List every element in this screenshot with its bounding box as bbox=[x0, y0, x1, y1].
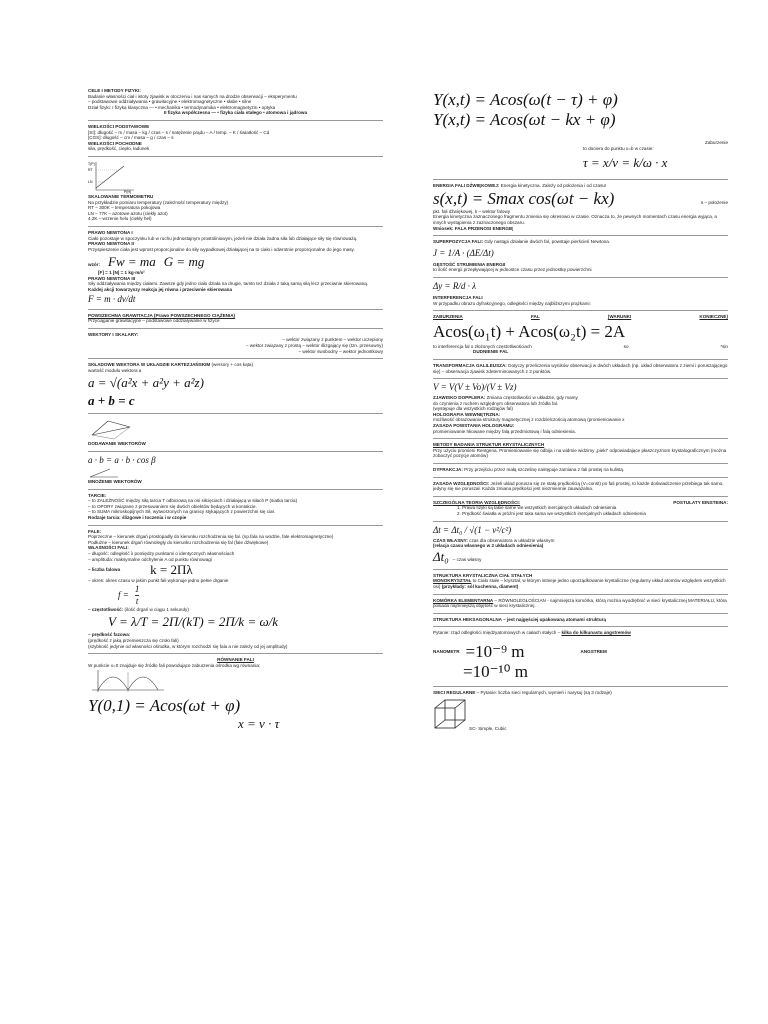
divider bbox=[433, 463, 728, 464]
waves-title: FALE: bbox=[88, 528, 102, 534]
wave-equation-line: W punkcie x=0 znajduje się źródło fali powodujące zaburzenia ośrodka wg równania: bbox=[88, 662, 261, 668]
disturbance-word: ZABURZENIA bbox=[433, 314, 463, 320]
period-line: – okres: okres czasu w jakim punkt fali wykonuje jedno pełne drganie bbox=[88, 578, 229, 584]
newton3-line: Siły oddziaływania między ciałami. Zawsze gdy jedno ciało działa na drugie, tamto też działa z taką samą siłą lecz przeciwnie skierowaną. bbox=[88, 281, 369, 287]
lattice-title: SIECI REGULARNE bbox=[433, 689, 476, 695]
diffraction-title: DYFRAKCJA: bbox=[433, 467, 463, 473]
intro-line: Dział fizyki: I fizyka klasyczna — • mechanika • termodynamika • elektromagnetyzm • optyka bbox=[88, 104, 276, 110]
wave-source-diagram bbox=[88, 668, 168, 694]
intensity-equation: J = 1/A · (ΔE/Δt) bbox=[433, 247, 494, 258]
phase-velocity-line: (szybkość jedynie od własności ośrodka, w którym rozchodzi się fala a nie zależy od jej amplitudy) bbox=[88, 643, 288, 649]
dot-product-equation: a · b = a · b · cos β bbox=[88, 455, 156, 465]
doppler-line: do czynienia z ruchem względnym obserwatora lub źródła fal. bbox=[433, 400, 559, 406]
tau-equation: τ = x/v = k/ω · x bbox=[583, 155, 668, 171]
wave-equation-2: Y(x,t) = Acos(ωt − kx + φ) bbox=[433, 110, 616, 129]
divider bbox=[433, 521, 728, 522]
intro-title: CELE I METODY FIZYKI: bbox=[88, 88, 141, 93]
doppler-title: ZJAWISKO DOPPLERA: bbox=[433, 395, 486, 401]
x-equation: x = v · τ bbox=[238, 716, 280, 732]
wave-equation-title: RÓWNANIE FALI bbox=[217, 657, 254, 663]
lattice-line: – Pytanie: liczba sieci regularnych, wymień i narysuj (są 3 rodzaje) bbox=[476, 689, 612, 695]
units-line: WIELKOŚCI POCHODNE bbox=[88, 140, 142, 146]
doppler-equation: V = V(V ± Vo)/(V ± Vz) bbox=[433, 382, 517, 393]
graph-label: LN bbox=[88, 179, 93, 184]
phase-velocity-title: – prędkość fazowa: bbox=[88, 632, 131, 638]
intro-line: II fizyka współczesna — • fizyka ciała stałego • atomowa i jądrowa bbox=[163, 110, 308, 116]
friction-line: – to SUMA mikroskopijnych Sił, wytworzonych na granicy stykających z powierzchni się ciał. bbox=[88, 509, 275, 515]
angstrom-label: ANGSTREM bbox=[580, 649, 607, 655]
beat-equation: Acos(ω₁t) + Acos(ω₂t) = 2A bbox=[433, 321, 626, 341]
postulate-item: Prędkość światła w próżni jest taka sama we wszystkich inercjalnych układach odniesienia bbox=[462, 511, 646, 516]
amplitude-line: – amplituda: maksymalne odchylenie A od punktu równowagi bbox=[88, 556, 212, 562]
frequency-note: (ilość drgań w ciągu 1 sekundy) bbox=[124, 606, 189, 612]
doppler-line: HOLOGRAFIA WEWNĘTRZNA: bbox=[433, 411, 501, 417]
sound-note: s – położenie bbox=[700, 199, 728, 205]
beat-title: DUDNIENIE FAL bbox=[473, 349, 509, 355]
interference-line: W przypadku obrazu dyfrakcyjnego, odległości między najbliższymi prążkami: bbox=[433, 300, 591, 306]
intensity-title: GĘSTOŚĆ STRUMIENIA ENERGII bbox=[433, 261, 506, 267]
graph-label: RT bbox=[88, 167, 93, 172]
newton1-line: Ciało pozostaje w spoczynku lub w ruchu jednostajnym prostoliniowym, jeżeli nie działa żadna siła lub działające siły się równoważą. bbox=[88, 235, 358, 241]
divider bbox=[88, 309, 383, 310]
units-line: siła, prędkość, ciepło, ładunek bbox=[88, 146, 150, 152]
beat-note: to interferencja fal o złożonych częstotliwościach bbox=[433, 343, 532, 349]
divider bbox=[433, 496, 728, 497]
divider bbox=[88, 120, 383, 121]
newton3-title: PRAWO NEWTONA III bbox=[88, 275, 136, 281]
gravity-equation: G = mg bbox=[163, 254, 205, 270]
wzor-label: wzór: bbox=[88, 262, 100, 268]
superposition-title: SUPERPOZYCJA FALI: bbox=[433, 239, 484, 245]
postulate-item: Prawa fizyki są takie same we wszystkich inercjalnych układach odniesienia bbox=[462, 505, 617, 511]
newton2-title: PRAWO NEWTONA II bbox=[88, 241, 134, 247]
newton3-line: Każdej akcji towarzyszy reakcja jej równa i przeciwnie skierowana bbox=[88, 287, 233, 293]
monocrystal-line: to Ciało stałe – kryształ, w którym istnieje jedno uporządkowanie krystaliczne (regularny układ atomów względem wszystkich osi) bbox=[433, 578, 726, 589]
monocrystal-title: MONOKRYSZTAŁ bbox=[433, 578, 472, 584]
waves-line: WŁASNOŚCI FALI: bbox=[88, 545, 129, 551]
newton1-title: PRAWO NEWTONA I bbox=[88, 229, 133, 235]
sound-line: Energia kinetyczna. Zależy od położenia i od czasu! bbox=[500, 183, 607, 189]
proper-time-title: CZAS WŁASNY: bbox=[433, 537, 468, 543]
monocrystal-examples: (przykłady: sól kuchenna, diament) bbox=[441, 583, 519, 589]
intensity-line: to ilość energii przepływającej w jednostce czasu przez jednostkę powierzchni bbox=[433, 267, 592, 273]
phase-velocity-equation: V = λ/T = 2Π/(kT) = 2Π/k = ω/k bbox=[108, 614, 279, 630]
grav-law-title: POWSZECHNA GRAWITACJA (Prawo POWSZECHNEGO CIĄŻENIA) bbox=[88, 312, 236, 318]
wave-equation-1: Y(x,t) = Acos(ω(t − τ) + φ) bbox=[433, 90, 618, 109]
divider bbox=[88, 489, 383, 490]
dot-product-title: MNOŻENIE WEKTORÓW bbox=[88, 479, 142, 484]
units-line: [SI]: długość – m / masa – kg / czas – s / natężenie prądu – A / temp. – K / światłość – Cd bbox=[88, 129, 270, 135]
doppler-line: (występuje dla wszystkich rodzajów fal) bbox=[433, 406, 513, 412]
relativity-principle-line: Jeżeli układ porusza się ze stałą prędkością (V=const) po fali prostej, to każde doświadczenie przebiega tak samo, jedyny się nie poruszał. Każda zmiana prędkości jest niezmiennie zauważalna. bbox=[433, 480, 724, 492]
friction-line: – to OPORY związane z przesuwaniem się dwóch obiektów będących w kontakcie. bbox=[88, 503, 257, 509]
note-line: Zaburzenie bbox=[705, 140, 728, 145]
galileo-title: TRANSFORMACJA GALILEUSZA: bbox=[433, 362, 507, 368]
friction-line: Rodzaje tarcia: ślizgowe i toczenia i w czopie bbox=[88, 514, 187, 520]
divider bbox=[433, 277, 728, 278]
hexagonal-title: STRUKTURA HEKSAGONALNA – jest najgęściej upakowaną atomami strukturą bbox=[433, 616, 606, 622]
interference-title: INTERFERENCJA FALI bbox=[433, 294, 483, 300]
units-line: [CGS]: długość – cm / masa – g / czas – s bbox=[88, 135, 174, 141]
sound-equation: s(x,t) = Smax cos(ωt − kx) bbox=[433, 188, 615, 208]
frequency-den: t bbox=[135, 595, 139, 606]
sum-equation: a + b = c bbox=[88, 393, 135, 409]
wavenumber-equation: k = 2Πλ bbox=[150, 562, 193, 578]
divider bbox=[433, 613, 728, 614]
divider bbox=[433, 594, 728, 595]
superposition-line: Gdy nastąpi działanie dwóch fal, powstaje pierścień Newtona. bbox=[484, 239, 611, 245]
divider bbox=[88, 226, 383, 227]
waves-line: Poprzeczne – kierunek drgań prostopadły do kierunku rozchodzenia się fal. (np.fala na wodzie, fale elektromagnetyczne) bbox=[88, 534, 334, 540]
frequency-lhs: f = bbox=[118, 589, 129, 600]
divider bbox=[88, 413, 383, 414]
note-line: to dociera do punktu x=b w czasie: bbox=[583, 145, 654, 151]
grav-law-line: Przyciąganie grawitacyjne – podstawowe oddziaływanie w fizyce bbox=[88, 318, 220, 324]
thermo-title: SKALOWANIE TERMOMETRU bbox=[88, 193, 154, 199]
einstein-postulates-title: POSTULATY EINSTEINA: bbox=[673, 499, 728, 505]
divider bbox=[433, 359, 728, 360]
divider bbox=[88, 156, 383, 157]
distance-bold: kilka do kilkunastu angstremów bbox=[561, 630, 631, 636]
vector-addition-title: DODAWANIE WEKTORÓW bbox=[88, 441, 146, 447]
divider bbox=[88, 451, 383, 452]
time-dilation-equation: Δt = Δt₀ / √(1 − v²/c²) bbox=[433, 524, 512, 535]
divider bbox=[433, 310, 728, 311]
divider bbox=[88, 525, 383, 526]
frequency-equation bbox=[118, 584, 383, 607]
sound-line: Energia kinetyczna zaznaczonego fragmentu zmienia się okresowo w czasie. Oznacza to, że pewnych momentach czasu energia wyjąca, a innych wystąpienia z zaznaczonego obszaru. bbox=[433, 214, 717, 225]
wave-source-equation: Y(0,1) = Acos(ωt + φ) bbox=[88, 696, 241, 716]
thermo-line: Na przykładzie pomiaru temperatury (zależność temperatury między) bbox=[88, 199, 229, 205]
waves-line: Podłużne – kierunek drgań równoległy do kierunku rozchodzenia się fal (fale dźwiękowe) bbox=[88, 539, 269, 545]
magnitude-equation: a = √(a²x + a²y + a²z) bbox=[88, 375, 204, 391]
fringe-equation: Δy = R/d · λ bbox=[433, 280, 476, 291]
friction-line: – to ZALEŻNOŚĆ między siłą tarcia T odbiciową na osi siłcięciach i działającą w siłach P (siatka tarcia) bbox=[88, 498, 298, 504]
intro-line: – podstawowe oddziaływania • grawitacyjne • elektromagnetyczne • słabe • silne bbox=[88, 99, 252, 105]
nanometer-equation: =10⁻⁹ m bbox=[465, 641, 525, 661]
wavelength-line: – długość: odległość λ pomiędzy punktami o identycznych własnościach bbox=[88, 550, 235, 556]
left-column bbox=[88, 88, 383, 732]
graph-label: P(H) bbox=[124, 189, 132, 194]
newton2-line: Przyspieszenie ciała jest wprost proporcjonalne do siły wypadkowej działającej na to ciało i odwrotnie proporcjonalne do jego masy. bbox=[88, 246, 355, 252]
crystal-methods-title: METODY BADANIA STRUKTUR KRYSTALICZNYCH bbox=[433, 442, 545, 448]
thermo-line: LN – 77K – azotowe azotu (ciekły azot) bbox=[88, 210, 168, 216]
units-title: WIELKOŚCI PODSTAWOWE bbox=[88, 123, 150, 129]
thermo-line: RT – 300K – temperatura pokojowa bbox=[88, 205, 161, 211]
nanometer-label: NANOMETR bbox=[433, 649, 460, 655]
graph-label: T(P) bbox=[88, 161, 95, 166]
dot-product-diagram bbox=[88, 467, 128, 479]
diffraction-line: Przy przejściu przez małą szczelinę następuje zamiana z fali prostej na kulistą. bbox=[464, 467, 625, 473]
proper-time-line: czas dla obserwatora w układzie własnym bbox=[469, 537, 555, 543]
doppler-line: Zmiana częstotliwości w układzie, gdy mamy bbox=[486, 395, 578, 401]
simple-cubic-label: SC- Simple, Cubic bbox=[469, 725, 507, 731]
hologram-line: promieniowanie hkowane między falą przedmiotową i falą odniesienia. bbox=[433, 428, 576, 434]
disturbance-row bbox=[433, 314, 728, 320]
vectors-line: – wektor związany z punktem – wektor uczepiony bbox=[282, 337, 383, 343]
frequency-num: 1 bbox=[134, 583, 140, 594]
divider bbox=[88, 328, 383, 329]
vectors-line: – wektor związany z prostą – wektor ślizgający się (tzn. przesuwny) bbox=[245, 343, 383, 349]
thermo-line: 4,2K – wrzenie helu (ciekły hel) bbox=[88, 216, 152, 222]
cartesian-line: wartość modułu wektora a bbox=[88, 367, 142, 373]
divider bbox=[433, 477, 728, 478]
vectors-title: WEKTORY I SKALARY: bbox=[88, 331, 139, 337]
newton3-equation: F = m · dv/dt bbox=[88, 293, 136, 304]
sound-title: ENERGIA FALI DŹWIĘKOWEJ: bbox=[433, 183, 500, 189]
thermometer-calibration-graph bbox=[88, 160, 138, 194]
disturbance-word: FAL bbox=[530, 314, 540, 320]
unit-cell-title: KOMÓRKA ELEMENTARNA bbox=[433, 597, 494, 603]
divider bbox=[88, 358, 383, 359]
cartesian-sub: (wersory + cos kąta) bbox=[211, 362, 254, 368]
sound-line: Wniosek: FALA PRZENOSI ENERGIĘ bbox=[433, 225, 514, 231]
crystal-methods-line: Przy użyciu promieni Rentgena. Promieniowanie się odbija i na widmie widzimy „pieki" odpowiadające płaszczyznom krystalograficznym (można zobaczyć pozycje atomów) bbox=[433, 447, 727, 459]
intro-line: Badanie własności ciał i istoty zjawisk w otoczeniu i nas samych na drodze obserwacji – eksperymentu bbox=[88, 93, 297, 99]
hologram-title: ZASADA POWSTANIA HOLOGRAMU: bbox=[433, 423, 515, 429]
vector-addition-diagram bbox=[88, 417, 134, 441]
angstrom-equation: =10⁻¹⁰ m bbox=[463, 661, 528, 681]
divider bbox=[433, 626, 728, 627]
vectors-line: – wektor swobodny – wektor jednostkowy bbox=[298, 348, 383, 354]
simple-cubic-lattice-diagram bbox=[433, 698, 467, 732]
divider bbox=[433, 569, 728, 570]
beat-note: *sin bbox=[720, 343, 728, 349]
solid-structure-title: STRUKTURA KRYSTALICZNA CIAŁ STAŁYCH bbox=[433, 572, 533, 578]
proper-time-sub: (relacja czasu własnego w 2 układach odniesienia) bbox=[433, 543, 544, 549]
right-column: Y(x,t) = Acos(ω(t − τ) + φ) Y(x,t) = Acos(ωt − kx + φ) Zaburzenie to dociera do punktu x=b w czasie: τ = x/v = k/ω · x ENERGIA FALI DŹWIĘKOWEJ: Energia kinetyczna. Zależy od położenia i od czasu! s(x,t) = Smax cos(ωt − kx) s – położenie pkt. fali dźwiękowej, k – wektor falowy Energia kinetyczna zaznaczonego fragmentu zmienia się okresowo w czasie. Oznacza to, że pewnych momentach czasu energia wyjąca, a innych wystąpienia z zaznaczonego obszaru. Wniosek: FALA PRZENOSI ENERGIĘ SUPERPOZYCJA FALI: Gdy nastąpi działanie dwóch fal, powstaje pierścień Newtona. J = 1/A · (ΔE/Δt) GĘSTOŚĆ STRUMIENIA ENERGII to ilość energii przepływającej w jednostce czasu przez jednostkę powierzchni Δy = R/d · λ INTERFERENCJA FALI W przypadku obrazu dyfrakcyjnego, odległości między najbliższymi prążkami: ZABURZENIA FAL (WARUNKI KONIECZNE) Acos(ω₁t) + Acos(ω₂t) = 2A to interferencja fal o złożonych częstotliwościach so *sin DUDNIENIE FAL TRANSFORMACJA GALILEUSZA: Dotyczy przeliczenia wyników obserwacji w dwóch układach (np. układ obserwatora z ziemi i poruszającego się) – obserwacja zjawisk zdeterminowanych z 2 punktów. V = V(V ± Vo)/(V ± Vz) ZJAWISKO DOPPLERA: Zmiana częstotliwości w układzie, gdy mamy do czynienia z ruchem względnym obserwatora lub źródła fal. (występuje dla wszystkich rodzajów fal) HOLOGRAFIA WEWNĘTRZNA: możliwość obrazowania struktury magnetycznej z rozdzielczością atomową (promieniowanie x ZASADA POWSTANIA HOLOGRAMU: promieniowanie hkowane między falą przedmiotową i falą odniesienia. METODY BADANIA STRUKTUR KRYSTALICZNYCH Przy użyciu promieni Rentgena. Promieniowanie się odbija i na widmie widzimy „pieki" odpowiadające płaszczyznom krystalograficznym (można zobaczyć pozycje atomów) DYFRAKCJA: Przy przejściu przez małą szczelinę następuje zamiana z fali prostej na kulistą. ZASADA WZGLĘDNOŚCI: Jeżeli układ porusza się ze stałą prędkością (V=const) po fali prostej, to każde doświadczenie przebiega tak samo, jedyny się nie poruszał. Każda zmiana prędkości jest niezmiennie zauważalna. SZCZEGÓLNA TEORIA WZGLĘDNOŚCI: POSTULATY EINSTEINA: 1. Prawa fizyki są takie same we wszystkich inercjalnych układach odniesienia 2. Prędkość światła w próżni jest taka sama we wszystkich inercjalnych układach odniesienia Δt = Δt₀ / √(1 − v²/c²) CZAS WŁASNY: czas dla obserwatora w układzie własnym (relacja czasu własnego w 2 układach odniesienia) Δt₀ – czas własny STRUKTURA KRYSTALICZNA CIAŁ STAŁYCH MONOKRYSZTAŁ to Ciało stałe – kryształ, w którym istnieje jedno uporządkowanie krystaliczne (regularny układ atomów względem wszystkich osi) (przykłady: sól kuchenna, diament) KOMÓRKA ELEMENTARNA – RÓWNOLEGŁOŚCIAN - najmniejsza komórka, którą można wyodrębnić w sieci krystalicznej MATERIAŁU, która posiada najmniejszą objętość w sieci krystalicznej. STRUKTURA HEKSAGONALNA – jest najgęściej upakowaną atomami strukturą Pytanie: rząd odległości międzyatomowych w ciałach stałych – kilka do kilkunastu angstremów NANOMETR =10⁻⁹ m ANGSTREM =10⁻¹⁰ m SIECI REGULARNE – Pytanie: liczba sieci regularnych, wymień i narysuj (są 3 rodzaje) SC- Simple, Cubic bbox=[433, 90, 728, 731]
cartesian-title: SKŁADOWE WEKTORA W UKŁADZIE KARTEZJAŃSKIM bbox=[88, 362, 211, 368]
phase-velocity-line: (prędkość z jaką przemieszcza się czoło fali) bbox=[88, 637, 179, 643]
divider bbox=[88, 653, 383, 654]
divider bbox=[433, 438, 728, 439]
frequency-line: – częstotliwość: bbox=[88, 606, 124, 612]
divider bbox=[433, 179, 728, 180]
proper-time-equation: Δt₀ bbox=[433, 548, 449, 564]
beat-note: so bbox=[623, 343, 629, 349]
wavenumber-line: – liczba falowa bbox=[88, 567, 121, 573]
distance-line: Pytanie: rząd odległości międzyatomowych w ciałach stałych – bbox=[433, 630, 561, 636]
galileo-line: Dotyczy przeliczenia wyników obserwacji w dwóch układach (np. układ obserwatora z ziemi i poruszającego się) – obserwacja zjawisk zdeterminowanych z 2 punktów. bbox=[433, 362, 728, 374]
unit-cell-line: – RÓWNOLEGŁOŚCIAN - najmniejsza komórka, którą można wyodrębnić w sieci krystalicznej MATERIAŁU, która posiada najmniejszą objętość w sieci krystalicznej. bbox=[433, 597, 727, 609]
divider bbox=[433, 686, 728, 687]
sound-line: pkt. fali dźwiękowej, k – wektor falowy bbox=[433, 208, 511, 214]
disturbance-word: KONIECZNE) bbox=[699, 314, 728, 320]
newton2-equation: Fw = ma bbox=[108, 254, 156, 270]
divider bbox=[433, 378, 728, 379]
special-relativity-title: SZCZEGÓLNA TEORIA WZGLĘDNOŚCI: bbox=[433, 499, 521, 505]
proper-time-note: – czas własny bbox=[452, 556, 482, 562]
disturbance-word: (WARUNKI bbox=[607, 314, 632, 320]
units-note: [F] = 1 [N] = 1 kg·m/s² bbox=[98, 270, 145, 276]
divider bbox=[433, 235, 728, 236]
relativity-principle-title: ZASADA WZGLĘDNOŚCI: bbox=[433, 480, 490, 486]
doppler-line: możliwość obrazowania struktury magnetycznej z rozdzielczością atomową (promieniowanie x bbox=[433, 417, 625, 423]
friction-title: TARCIE: bbox=[88, 492, 107, 498]
